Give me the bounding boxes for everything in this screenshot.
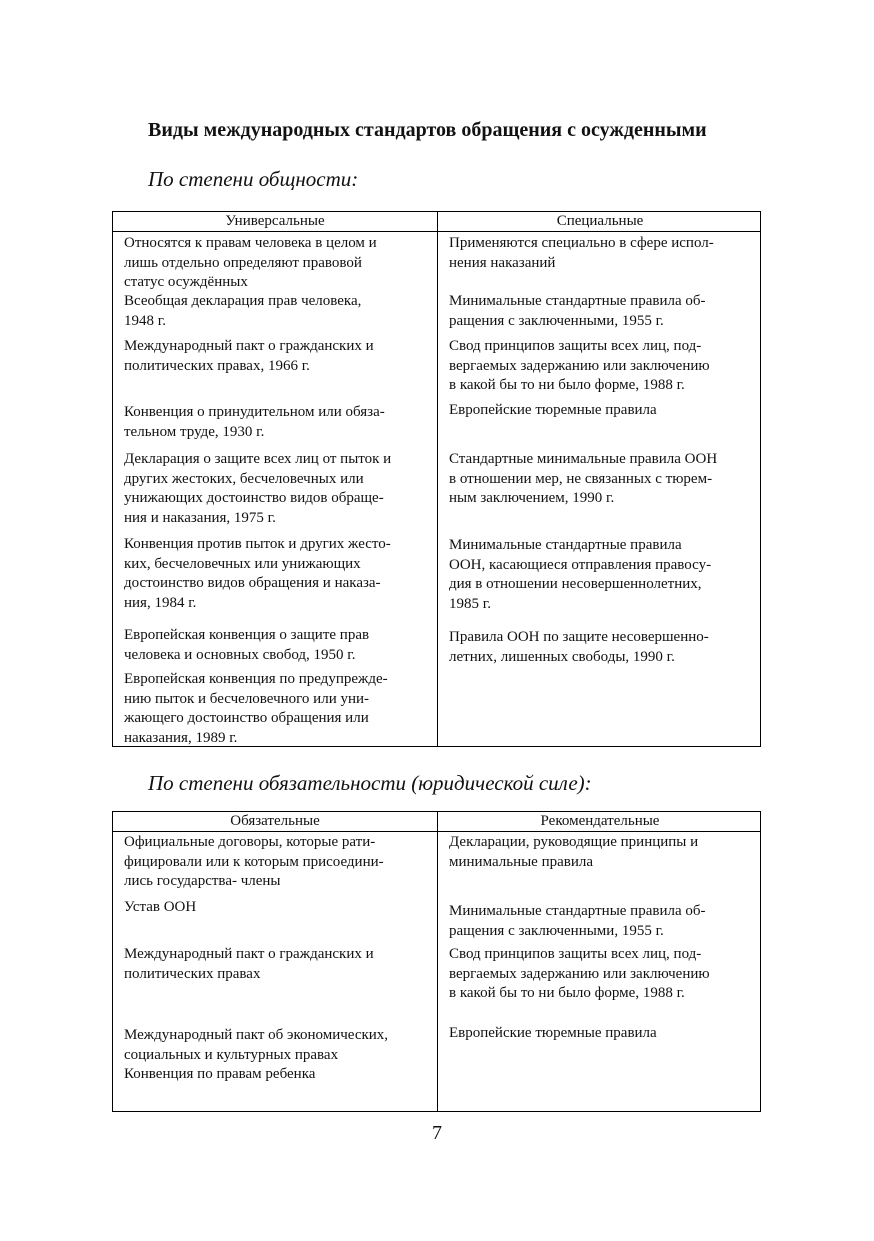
header-special: Специальные: [556, 213, 644, 229]
table-header: [113, 812, 760, 832]
list-item: Европейская конвенция о защите прав человека и основных свобод, 1950 г.: [124, 627, 370, 663]
list-item: Относятся к правам человека в целом и лишь отдельно определяют правовой статус осуждённых: [124, 235, 377, 290]
list-item: Минимальные стандартные правила об- ращения с заключенными, 1955 г.: [449, 903, 706, 939]
list-item: Европейские тюремные правила: [449, 402, 657, 418]
list-item: Конвенция о принудительном или обяза- тельном труде, 1930 г.: [124, 404, 385, 440]
header-mandatory: Обязательные: [230, 813, 320, 829]
header-recommended: Рекомендательные: [540, 813, 660, 829]
table-header: [113, 212, 760, 232]
list-item: Европейские тюремные правила: [449, 1025, 657, 1041]
list-item: Международный пакт о гражданских и политических правах: [124, 946, 374, 982]
list-item: Международный пакт об экономических, социальных и культурных правах Конвенция по правам ребенка: [124, 1027, 389, 1082]
list-item: Правила ООН по защите несовершенно- летних, лишенных свободы, 1990 г.: [449, 629, 709, 665]
page-number: 7: [432, 1122, 442, 1144]
list-item: Минимальные стандартные правила об- ращения с заключенными, 1955 г.: [449, 293, 706, 329]
list-item: Международный пакт о гражданских и политических правах, 1966 г.: [124, 338, 374, 374]
header-universal: Универсальные: [225, 213, 325, 229]
list-item: Декларации, руководящие принципы и минимальные правила: [449, 834, 699, 870]
list-item: Декларация о защите всех лиц от пыток и других жестоких, бесчеловечных или унижающих достоинство видов обраще- ния и наказания, 1975 г.: [124, 451, 392, 526]
section-heading-generality: По степени общности:: [148, 167, 359, 191]
list-item: Применяются специально в сфере испол- нения наказаний: [449, 235, 714, 271]
list-item: Свод принципов защиты всех лиц, под- вергаемых задержанию или заключению в какой бы то ни было форме, 1988 г.: [449, 946, 710, 1001]
column-divider: [437, 212, 438, 746]
page-title: Виды международных стандартов обращения с осужденными: [148, 119, 707, 141]
table-obligation: [112, 811, 761, 1112]
column-divider: [437, 812, 438, 1111]
list-item: Свод принципов защиты всех лиц, под- вергаемых задержанию или заключению в какой бы то ни было форме, 1988 г.: [449, 338, 710, 393]
table-generality: [112, 211, 761, 747]
list-item: Стандартные минимальные правила ООН в отношении мер, не связанных с тюрем- ным заключением, 1990 г.: [449, 451, 718, 506]
list-item: Минимальные стандартные правила ООН, касающиеся отправления правосу- дия в отношении несовершеннолетних, 1985 г.: [449, 537, 712, 612]
section-heading-obligation: По степени обязательности (юридической силе):: [148, 771, 592, 795]
list-item: Конвенция против пыток и других жесто- ких, бесчеловечных или унижающих достоинство видов обращения и наказа- ния, 1984 г.: [124, 536, 391, 611]
list-item: Всеобщая декларация прав человека, 1948 г.: [124, 293, 362, 329]
list-item: Европейская конвенция по предупрежде- нию пыток и бесчеловечного или уни- жающего достоинство обращения или наказания, 1989 г.: [124, 671, 388, 746]
list-item: Официальные договоры, которые рати- фицировали или к которым присоедини- лись государства- члены: [124, 834, 384, 889]
list-item: Устав ООН: [124, 899, 197, 915]
